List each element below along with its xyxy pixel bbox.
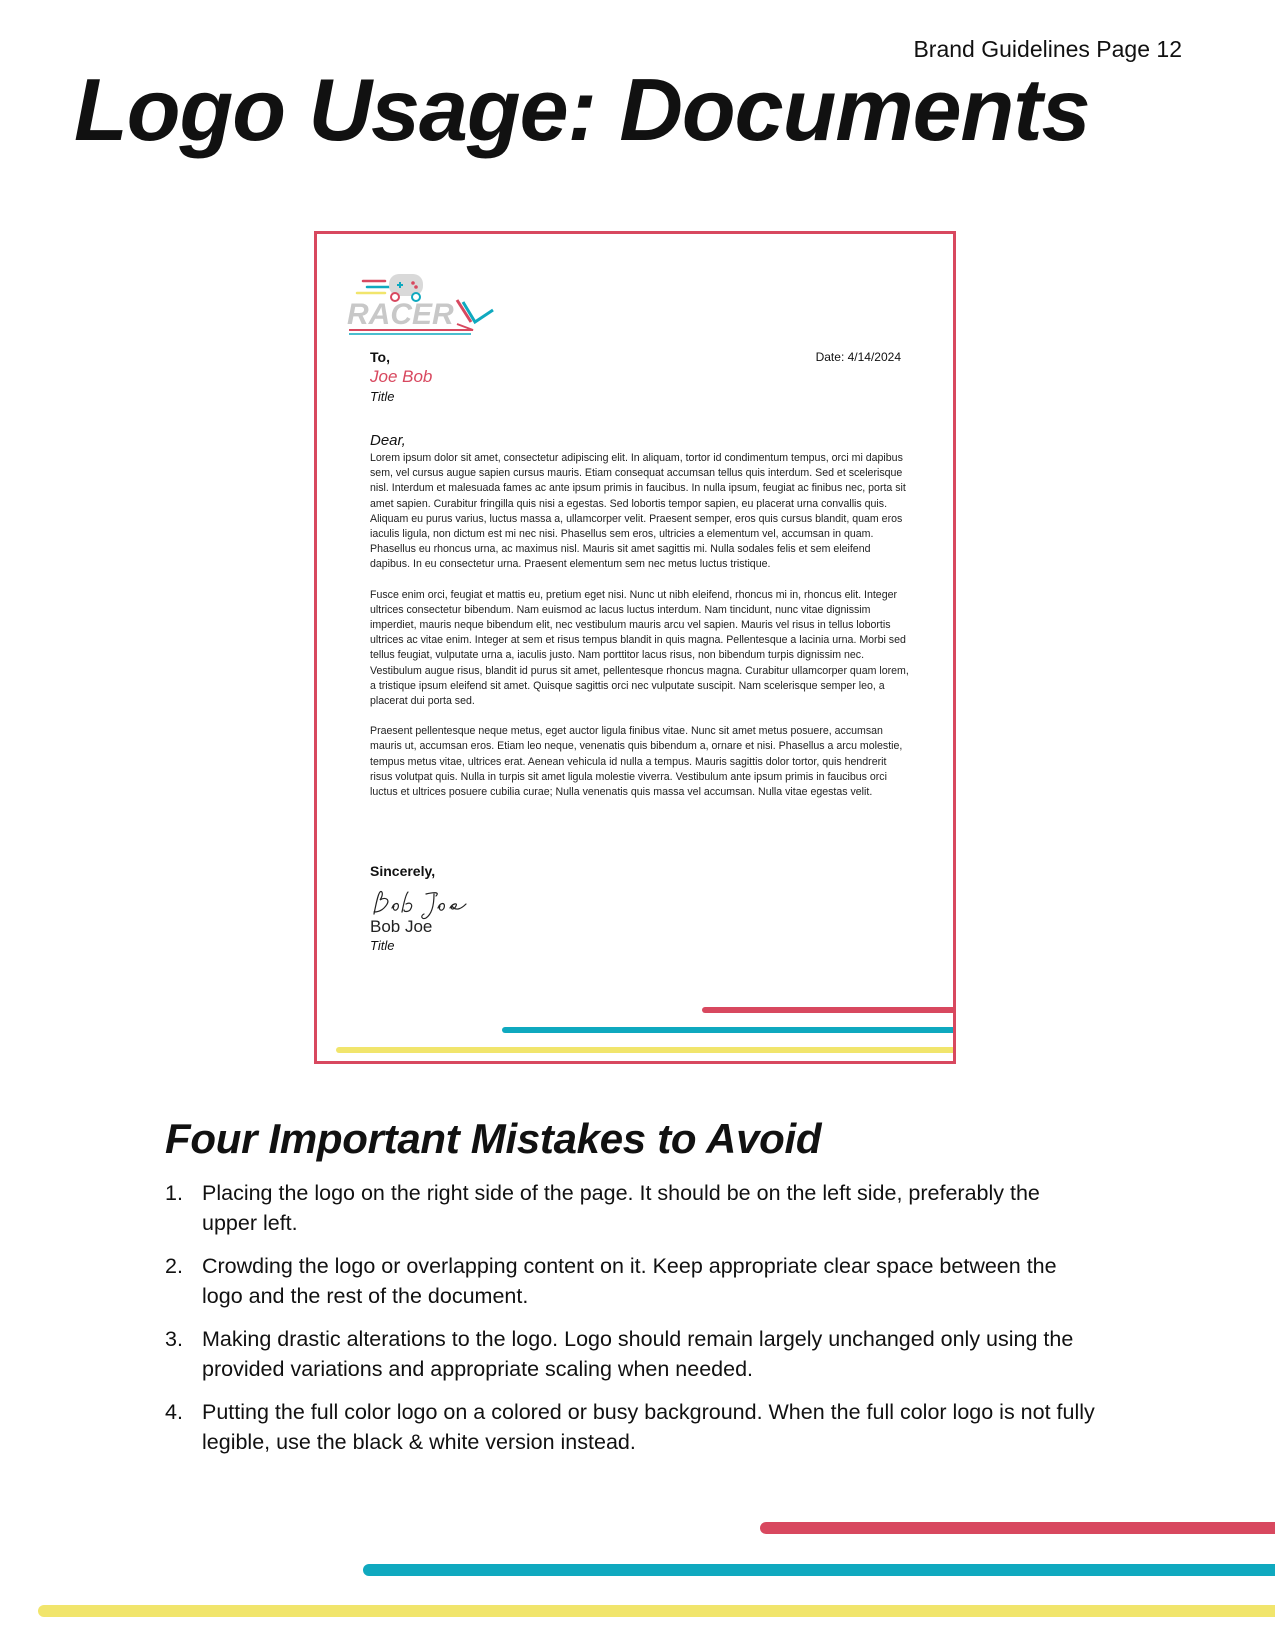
- list-text: Making drastic alterations to the logo. Logo should remain largely unchanged only using the provided variations and appropriate scaling when needed.: [202, 1327, 1074, 1381]
- section-heading: Four Important Mistakes to Avoid: [165, 1115, 822, 1162]
- list-item: [165, 1178, 1100, 1238]
- sender-title: Title: [370, 938, 395, 953]
- page-title: Logo Usage: Documents: [74, 60, 1090, 159]
- page-stripe-teal: [363, 1564, 1275, 1576]
- list-item: [165, 1397, 1100, 1457]
- list-number: 3.: [165, 1327, 183, 1351]
- list-item: [165, 1251, 1100, 1311]
- svg-text:RACER: RACER: [347, 298, 454, 331]
- recipient-title: Title: [370, 389, 395, 404]
- to-label: To,: [370, 349, 390, 365]
- list-item: [165, 1324, 1100, 1384]
- page-stripe-yellow: [38, 1605, 1275, 1617]
- list-text: Putting the full color logo on a colored or busy background. When the full color logo is not fully legible, use the black & white version instead.: [202, 1400, 1095, 1454]
- letterhead-stripe-yellow: [336, 1047, 953, 1053]
- letter-date: Date: 4/14/2024: [815, 350, 901, 364]
- list-number: 1.: [165, 1181, 183, 1205]
- list-number: 2.: [165, 1254, 183, 1278]
- salutation: Dear,: [370, 432, 406, 449]
- page-stripe-red: [760, 1522, 1275, 1534]
- list-number: 4.: [165, 1400, 183, 1424]
- letterhead-stripe-teal: [502, 1027, 953, 1033]
- letterhead-stripe-red: [702, 1007, 953, 1013]
- letter-paragraph: Praesent pellentesque neque metus, eget auctor ligula finibus vitae. Nunc sit amet metus posuere, accumsan mauris ut, accumsan eros. Etiam leo neque, venenatis quis bibendum a, ornare et nisi. Phasellus a arcu molestie, tempus metus vitae, ultrices erat. Aenean vehicula id nulla a tempus. Mauris sagittis dolor tortor, quis hendrerit risus volutpat quis. Nulla in turpis sit amet ligula molestie viverra. Vestibulum ante ipsum primis in faucibus orci luctus et ultrices posuere cubilia curae; Nulla venenatis quis massa vel accumsan. Nulla vitae egestas velit.: [370, 725, 903, 799]
- letter-body: [370, 451, 910, 815]
- racer-logo: [345, 264, 495, 336]
- recipient-name: Joe Bob: [370, 367, 433, 386]
- sender-name: Bob Joe: [370, 917, 433, 936]
- page-label: Brand Guidelines Page 12: [913, 36, 1182, 62]
- list-text: Placing the logo on the right side of the page. It should be on the left side, preferably the upper left.: [202, 1181, 1040, 1235]
- mistakes-list: [165, 1178, 1100, 1470]
- list-text: Crowding the logo or overlapping content on it. Keep appropriate clear space between the logo and the rest of the document.: [202, 1254, 1057, 1308]
- letter-paragraph: Fusce enim orci, feugiat et mattis eu, pretium eget nisi. Nunc ut nibh eleifend, rhoncus mi in, rhoncus elit. Integer ultrices consectetur bibendum. Nam euismod ac lacus luctus interdum. Nam tincidunt, nunc vitae dignissim imperdiet, mauris neque bibendum elit, nec vestibulum mauris arcu vel sapien. Mauris vel risus in tellus lobortis ultrices ac vitae enim. Integer at sem et risus tempus blandit in quis magna. Pellentesque a lacinia urna. Morbi sed tellus feugiat, vulputate urna a, iaculis justo. Nam porttitor lacus risus, non bibendum turpis dignissim nec. Vestibulum augue risus, blandit id purus sit amet, pellentesque rhoncus magna. Curabitur ullamcorper quam lorem, a tristique ipsum eleifend sit amet. Quisque sagittis orci nec vulputate suscipit. Nam scelerisque semper leo, a placerat dui porta sed.: [370, 588, 909, 708]
- letter-paragraph: Lorem ipsum dolor sit amet, consectetur adipiscing elit. In aliquam, tortor id condimentum tempus, orci mi dapibus sem, vel cursus augue sapien cursus mauris. Etiam consequat accumsan tellus quis interdum. Sed et scelerisque nisl. Interdum et malesuada fames ac ante ipsum primis in faucibus. In nulla ipsum, feugiat ac finibus nec, porta sit amet sapien. Curabitur fringilla quis nisi a egestas. Sed lobortis tempor sapien, eu placerat urna convallis quis. Aliquam eu purus varius, luctus massa a, ullamcorper velit. Praesent semper, eros quis cursus blandit, quam eros iaculis ligula, non dictum est mi nec nisi. Phasellus sem eros, ultricies a elementum vel, accumsan in quam. Phasellus eu rhoncus urna, ac maximus nisl. Mauris sit amet sagittis mi. Nulla sodales felis et sem eleifend dapibus. In eu consectetur urna. Praesent elementum sem nec metus luctus tristique.: [370, 452, 906, 571]
- letterhead-sample: [314, 231, 956, 1064]
- closing: Sincerely,: [370, 863, 436, 879]
